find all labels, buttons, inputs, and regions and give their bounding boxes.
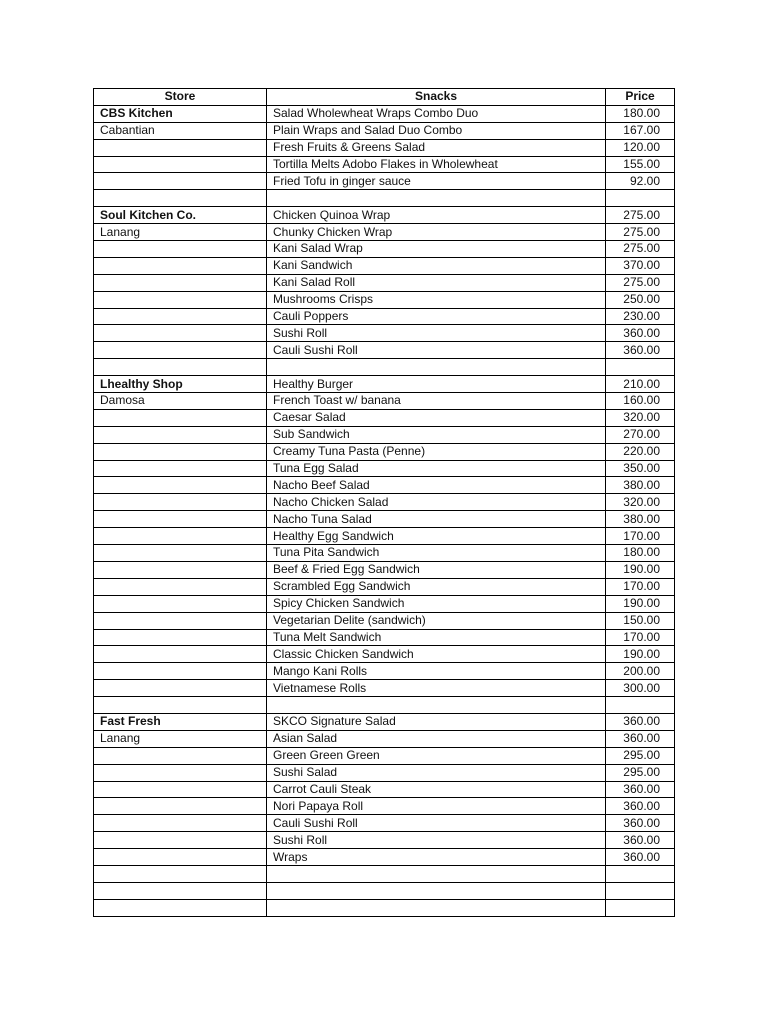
price-cell (606, 190, 675, 207)
snack-cell: Fried Tofu in ginger sauce (267, 173, 606, 190)
snack-cell: Tuna Egg Salad (267, 460, 606, 477)
store-cell: Lanang (94, 224, 267, 241)
snack-cell: Cauli Poppers (267, 308, 606, 325)
price-cell: 360.00 (606, 342, 675, 359)
snack-cell: Vegetarian Delite (sandwich) (267, 612, 606, 629)
store-cell (94, 257, 267, 274)
price-cell: 380.00 (606, 511, 675, 528)
table-row (94, 477, 675, 494)
price-cell (606, 882, 675, 899)
table-row (94, 713, 675, 730)
table-row (94, 832, 675, 849)
table-row (94, 798, 675, 815)
store-cell: Damosa (94, 393, 267, 410)
table-row (94, 376, 675, 393)
store-cell: CBS Kitchen (94, 105, 267, 122)
table-row (94, 849, 675, 866)
table-row (94, 882, 675, 899)
price-cell: 295.00 (606, 747, 675, 764)
header-row (94, 89, 675, 106)
store-cell (94, 612, 267, 629)
snack-cell (267, 882, 606, 899)
snack-cell: Plain Wraps and Salad Duo Combo (267, 122, 606, 139)
store-cell (94, 832, 267, 849)
table-row (94, 393, 675, 410)
price-cell: 275.00 (606, 241, 675, 258)
table-row (94, 511, 675, 528)
table-row (94, 899, 675, 916)
price-cell: 155.00 (606, 156, 675, 173)
price-cell: 270.00 (606, 426, 675, 443)
snack-cell: Asian Salad (267, 730, 606, 747)
price-cell: 275.00 (606, 274, 675, 291)
store-cell (94, 663, 267, 680)
store-cell (94, 190, 267, 207)
store-cell: Cabantian (94, 122, 267, 139)
snack-cell (267, 190, 606, 207)
table-row (94, 595, 675, 612)
price-cell: 250.00 (606, 291, 675, 308)
snack-price-table (93, 88, 675, 917)
price-cell: 370.00 (606, 257, 675, 274)
table-row (94, 274, 675, 291)
price-cell (606, 899, 675, 916)
snack-cell: Tuna Pita Sandwich (267, 545, 606, 562)
table-row (94, 257, 675, 274)
table-row (94, 409, 675, 426)
store-cell (94, 173, 267, 190)
snack-cell (267, 359, 606, 376)
table-row (94, 747, 675, 764)
snack-cell: Kani Salad Wrap (267, 241, 606, 258)
snack-cell: Cauli Sushi Roll (267, 815, 606, 832)
store-cell (94, 815, 267, 832)
store-cell (94, 798, 267, 815)
table-row (94, 122, 675, 139)
store-cell (94, 325, 267, 342)
store-cell (94, 477, 267, 494)
price-cell: 150.00 (606, 612, 675, 629)
store-cell: Fast Fresh (94, 713, 267, 730)
price-cell: 295.00 (606, 764, 675, 781)
snack-cell: Vietnamese Rolls (267, 680, 606, 697)
snack-cell: Sub Sandwich (267, 426, 606, 443)
store-cell (94, 747, 267, 764)
table-row (94, 291, 675, 308)
table-row (94, 730, 675, 747)
store-cell (94, 528, 267, 545)
store-cell (94, 629, 267, 646)
price-cell: 200.00 (606, 663, 675, 680)
store-cell: Lhealthy Shop (94, 376, 267, 393)
price-cell: 220.00 (606, 443, 675, 460)
table-row (94, 224, 675, 241)
snack-cell: Wraps (267, 849, 606, 866)
price-cell: 300.00 (606, 680, 675, 697)
price-cell (606, 697, 675, 714)
snack-cell: Sushi Salad (267, 764, 606, 781)
table-row (94, 494, 675, 511)
table-row (94, 764, 675, 781)
price-cell: 360.00 (606, 815, 675, 832)
table-row (94, 308, 675, 325)
price-cell: 360.00 (606, 849, 675, 866)
snack-cell: Nacho Tuna Salad (267, 511, 606, 528)
snack-cell (267, 697, 606, 714)
table-row (94, 865, 675, 882)
snack-cell: Nacho Beef Salad (267, 477, 606, 494)
snack-cell: Caesar Salad (267, 409, 606, 426)
snack-cell: Spicy Chicken Sandwich (267, 595, 606, 612)
table-row (94, 342, 675, 359)
snack-cell: Mushrooms Crisps (267, 291, 606, 308)
store-cell (94, 443, 267, 460)
price-cell: 360.00 (606, 832, 675, 849)
price-cell: 170.00 (606, 578, 675, 595)
table-row (94, 561, 675, 578)
store-cell (94, 849, 267, 866)
table-row (94, 173, 675, 190)
table-row (94, 781, 675, 798)
snack-cell: Beef & Fried Egg Sandwich (267, 561, 606, 578)
snack-cell (267, 899, 606, 916)
price-cell: 180.00 (606, 105, 675, 122)
price-cell: 167.00 (606, 122, 675, 139)
price-column-header: Price (606, 89, 675, 106)
table-row (94, 325, 675, 342)
store-cell: Lanang (94, 730, 267, 747)
price-cell: 320.00 (606, 409, 675, 426)
table-row (94, 460, 675, 477)
price-cell (606, 865, 675, 882)
snack-cell: Mango Kani Rolls (267, 663, 606, 680)
table-row (94, 680, 675, 697)
store-cell (94, 342, 267, 359)
snack-cell: Creamy Tuna Pasta (Penne) (267, 443, 606, 460)
store-cell: Soul Kitchen Co. (94, 207, 267, 224)
snack-cell: Chicken Quinoa Wrap (267, 207, 606, 224)
snack-cell: Sushi Roll (267, 325, 606, 342)
snack-cell: Classic Chicken Sandwich (267, 646, 606, 663)
price-cell: 275.00 (606, 207, 675, 224)
table-row (94, 359, 675, 376)
table-row (94, 612, 675, 629)
price-cell: 190.00 (606, 646, 675, 663)
table-row (94, 663, 675, 680)
price-cell: 170.00 (606, 528, 675, 545)
snack-cell: Nacho Chicken Salad (267, 494, 606, 511)
price-cell: 360.00 (606, 713, 675, 730)
table-row (94, 426, 675, 443)
table-row (94, 629, 675, 646)
price-cell: 210.00 (606, 376, 675, 393)
snack-cell: Scrambled Egg Sandwich (267, 578, 606, 595)
store-cell (94, 511, 267, 528)
snack-cell: Carrot Cauli Steak (267, 781, 606, 798)
table-row (94, 528, 675, 545)
price-cell: 120.00 (606, 139, 675, 156)
store-cell (94, 409, 267, 426)
price-cell: 170.00 (606, 629, 675, 646)
snack-cell: Cauli Sushi Roll (267, 342, 606, 359)
price-cell: 230.00 (606, 308, 675, 325)
snack-cell: Chunky Chicken Wrap (267, 224, 606, 241)
store-cell (94, 308, 267, 325)
price-cell: 320.00 (606, 494, 675, 511)
price-cell: 180.00 (606, 545, 675, 562)
store-cell (94, 680, 267, 697)
snack-cell: Tuna Melt Sandwich (267, 629, 606, 646)
snack-cell: Nori Papaya Roll (267, 798, 606, 815)
snack-cell: Fresh Fruits & Greens Salad (267, 139, 606, 156)
snack-cell (267, 865, 606, 882)
snack-cell: Salad Wholewheat Wraps Combo Duo (267, 105, 606, 122)
price-cell: 160.00 (606, 393, 675, 410)
store-cell (94, 241, 267, 258)
snack-cell: Green Green Green (267, 747, 606, 764)
price-cell: 360.00 (606, 325, 675, 342)
snack-cell: Tortilla Melts Adobo Flakes in Wholewheat (267, 156, 606, 173)
table-row (94, 545, 675, 562)
snack-cell: French Toast w/ banana (267, 393, 606, 410)
snack-cell: Kani Sandwich (267, 257, 606, 274)
store-cell (94, 646, 267, 663)
store-cell (94, 426, 267, 443)
price-cell: 190.00 (606, 561, 675, 578)
store-cell (94, 561, 267, 578)
price-cell: 275.00 (606, 224, 675, 241)
store-cell (94, 291, 267, 308)
price-cell: 92.00 (606, 173, 675, 190)
store-cell (94, 139, 267, 156)
price-cell: 190.00 (606, 595, 675, 612)
table-row (94, 139, 675, 156)
price-cell: 360.00 (606, 798, 675, 815)
price-cell: 380.00 (606, 477, 675, 494)
table-row (94, 443, 675, 460)
price-cell: 360.00 (606, 781, 675, 798)
snack-cell: Healthy Burger (267, 376, 606, 393)
table-row (94, 207, 675, 224)
store-cell (94, 764, 267, 781)
table-row (94, 578, 675, 595)
price-cell (606, 359, 675, 376)
snack-cell: Kani Salad Roll (267, 274, 606, 291)
store-cell (94, 545, 267, 562)
table-row (94, 815, 675, 832)
snack-cell: Healthy Egg Sandwich (267, 528, 606, 545)
snack-cell: SKCO Signature Salad (267, 713, 606, 730)
table-row (94, 190, 675, 207)
store-cell (94, 697, 267, 714)
store-cell (94, 595, 267, 612)
table-row (94, 697, 675, 714)
price-cell: 350.00 (606, 460, 675, 477)
table-row (94, 156, 675, 173)
table-row (94, 105, 675, 122)
price-cell: 360.00 (606, 730, 675, 747)
store-cell (94, 882, 267, 899)
store-cell (94, 359, 267, 376)
store-column-header: Store (94, 89, 267, 106)
store-cell (94, 494, 267, 511)
table-row (94, 646, 675, 663)
snack-cell: Sushi Roll (267, 832, 606, 849)
store-cell (94, 156, 267, 173)
store-cell (94, 865, 267, 882)
table-row (94, 241, 675, 258)
snacks-column-header: Snacks (267, 89, 606, 106)
store-cell (94, 578, 267, 595)
store-cell (94, 899, 267, 916)
store-cell (94, 460, 267, 477)
store-cell (94, 781, 267, 798)
store-cell (94, 274, 267, 291)
